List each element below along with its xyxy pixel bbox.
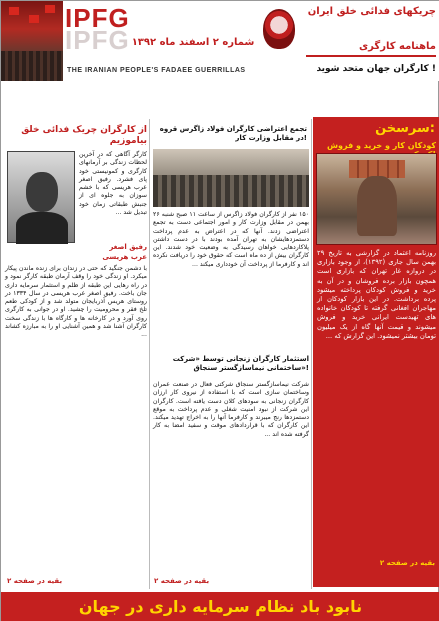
guerrilla-article-body: با دشمن جنگید که حتی در زندان برای زنده ماندن پیکار میکرد. او زندگی خود را وقف آرمان طبقه کارگر نمود و در راه رهایی این طبقه از ظلم و استثمار سرمایه داری جان باخت. رفیق اصغر عرب هریسی در سال ۱۳۳۴ در روستای هریس آذربایجان متولد شد و از کودکی طعم تلخ فقر و محرومیت را چشید. او در جوانی به کارگری روی آورد و در کارخانه ها و کارگاه ها با زندگی سخت کارگران آشنا شد و همین آشنایی او را به مبارزه کشاند ... [5, 265, 147, 339]
org-name: چریکهای فدائی خلق ایران [307, 6, 436, 17]
portrait-caption-name: رفیق اصغر [109, 243, 147, 251]
zagros-protest-headline: تجمع اعتراضی کارگران فولاد زاگرس قروه در مقابل وزارت کار! [159, 125, 307, 142]
guerrilla-article-headline: از کارگران چریک فدائی خلق بیاموزیم [21, 125, 147, 146]
child-laborer-photo [316, 153, 437, 245]
protest-photo [153, 149, 309, 207]
portrait-face [26, 172, 58, 212]
guerrilla-article-intro: کارگر آگاهی که در آخرین لحظات زندگی بر آرمانهای کارگری و کمونیستی خود پای فشرد. رفیق اصغر عرب هریسی که با خشم سوزان به جلوه ای از جنبش طبقاتی زمان خود تبدیل شد ... [79, 151, 147, 217]
editorial-title: سرسخن: [375, 121, 435, 136]
ipfg-title-gray: IPFG [65, 25, 130, 55]
footer-slogan-banner: نابود باد نظام سرمایه داری در جهان [1, 592, 439, 621]
worker-crowd [153, 175, 309, 207]
editorial-continued-link[interactable]: بقیه در صفحه ۲ [379, 559, 435, 567]
header-slogan: کارگران جهان متحد شوید ! [316, 64, 436, 74]
red-flag-icon [45, 5, 55, 13]
middle-continued-link[interactable]: بقیه در صفحه ۲ [154, 577, 210, 585]
english-org-name: THE IRANIAN PEOPLE'S FADAEE GUERRILLAS [67, 67, 246, 74]
crowd-silhouette [1, 51, 63, 81]
column-divider [311, 119, 312, 589]
ipfg-title-red: IPFG [65, 3, 130, 33]
left-continued-link[interactable]: بقیه در صفحه ۲ [7, 577, 63, 585]
zanjan-workers-headline: استثمار کارگران زنجانی توسط «شرکت ساختمانی نیماسازگستر سنجاق»! [172, 355, 309, 372]
zagros-protest-body: ۱۵۰ نفر از کارگران فولاد زاگرس از ساعت ۱۱ صبح شنبه ۲۶ بهمن در مقابل وزارت کار و امور اجتماعی دست به تجمع اعتراضی زدند. آنها که در اعتراض به عدم پرداخت دستمزدهایشان به تهران آمده بودند با در دست داشتن پلاکاردهایی خواهان رسیدگی به وضعیت خود شدند. این کارگران بیش از ده ماه است که حقوق خود را دریافت نکرده اند و کارفرما از پرداخت آن خودداری میکند ... [153, 211, 309, 268]
editorial-body: روزنامه اعتماد در گزارشی به تاریخ ۲۹ بهمن سال جاری (۱۳۹۲)، از وجود بازاری در دروازه غار تهران که بازاری است همچون بازار برده فروشان و در آن به خرید و فروش کودکان پرداخته میشود پرده برداشت. در این بازار کودکان از مهاجران افغانی گرفته تا کودکان خانواده های تهیدست ایرانی خرید و فروش میشوند و قیمت آنها گاه از یک میلیون تومان بیشتر نمیشود. این گزارش که ... [317, 249, 436, 340]
issue-number: شماره ۲ اسفند ماه ۱۳۹۲ [131, 37, 255, 48]
monthly-label: ماهنامه کارگری [306, 41, 436, 57]
portrait-caption-surname: عرب هریسی [102, 253, 147, 261]
zanjan-workers-body: شرکت نیماسازگستر سنجاق شرکتی فعال در صنعت عمران وساختمان سازی است که با استفاده از نیروی کار ارزان کارگران زنجانی به سودهای کلان دست یافته است. کارگران این شرکت از نبود امنیت شغلی و عدم پرداخت به موقع دستمزدها رنج میبرند و کارفرما آنها را به اخراج تهدید میکند. این کارگران که با قراردادهای موقت و سفید امضا به کار گرفته شده اند ... [153, 381, 309, 438]
column-divider [149, 119, 150, 589]
portrait-photo [7, 151, 75, 243]
child-figure [357, 176, 397, 236]
red-flag-icon [29, 15, 39, 23]
editorial-heading: کودکان کار و خرید و فروش [327, 141, 436, 150]
masthead [1, 1, 439, 81]
masthead-protest-photo [1, 1, 63, 81]
red-flag-icon [9, 7, 19, 15]
organization-logo-icon [263, 9, 295, 49]
portrait-body [16, 212, 68, 244]
editorial-sidebar [313, 117, 439, 587]
